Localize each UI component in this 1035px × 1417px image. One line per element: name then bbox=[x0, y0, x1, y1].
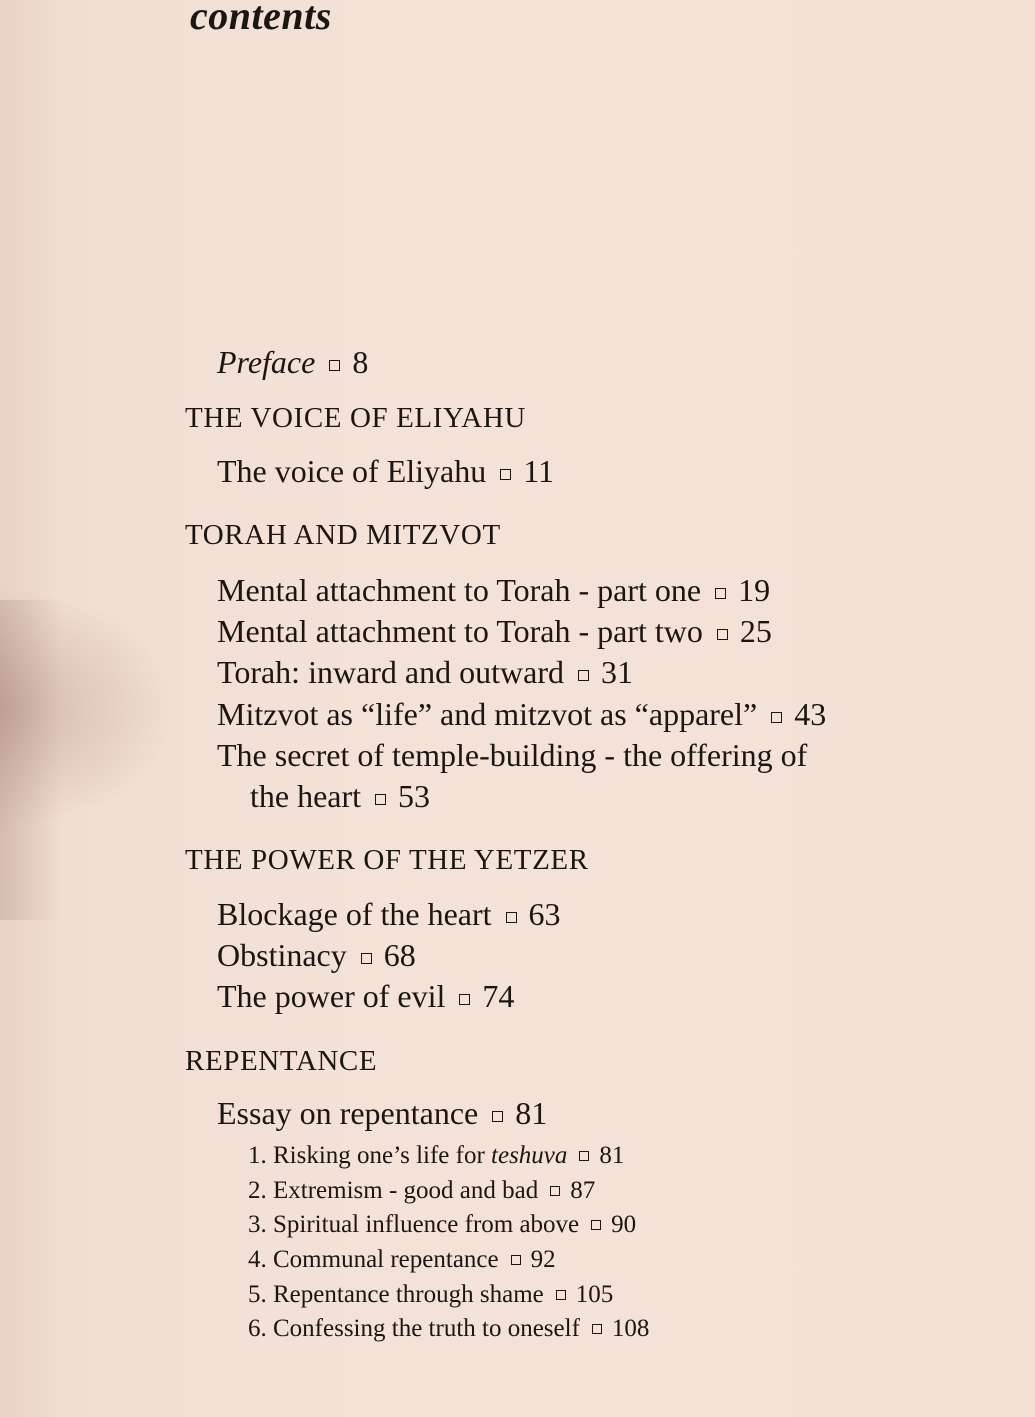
entry-page: 81 bbox=[515, 1095, 548, 1131]
entry-page: 63 bbox=[528, 896, 561, 932]
toc-subentry bbox=[248, 1143, 624, 1168]
toc-subentry bbox=[248, 1247, 556, 1272]
entry-page: 68 bbox=[383, 937, 416, 973]
toc-subentry bbox=[248, 1212, 636, 1237]
toc-entry bbox=[217, 455, 554, 487]
section-heading: THE POWER OF THE YETZER bbox=[185, 844, 589, 876]
section-heading: TORAH AND MITZVOT bbox=[185, 519, 501, 551]
entry-title: Mental attachment to Torah - part one bbox=[217, 572, 702, 608]
entry-page: 31 bbox=[600, 654, 633, 690]
subentry-number: 6. bbox=[248, 1315, 267, 1342]
toc-subentry bbox=[248, 1178, 595, 1203]
toc-entry bbox=[217, 656, 633, 688]
entry-page: 87 bbox=[570, 1177, 596, 1204]
entry-title-italic: teshuva bbox=[491, 1142, 568, 1169]
separator-square-icon bbox=[591, 1220, 601, 1230]
entry-title: the heart bbox=[250, 778, 362, 814]
separator-square-icon bbox=[375, 794, 386, 805]
entry-page: 108 bbox=[611, 1315, 650, 1342]
toc-entry bbox=[217, 739, 807, 771]
entry-title: Mental attachment to Torah - part two bbox=[217, 613, 703, 649]
toc-entry bbox=[217, 615, 772, 647]
entry-title: Preface bbox=[217, 344, 316, 380]
entry-page: 8 bbox=[352, 344, 369, 380]
separator-square-icon bbox=[592, 1324, 602, 1334]
toc-subentry bbox=[248, 1316, 649, 1341]
entry-title: The power of evil bbox=[217, 978, 446, 1014]
entry-title: The voice of Eliyahu bbox=[217, 453, 487, 489]
toc-entry bbox=[217, 574, 770, 606]
entry-title: Obstinacy bbox=[217, 937, 347, 973]
toc-entry-continuation bbox=[250, 780, 430, 812]
separator-square-icon bbox=[361, 953, 372, 964]
separator-square-icon bbox=[459, 994, 470, 1005]
page-title: contents bbox=[190, 0, 332, 38]
toc-entry bbox=[217, 980, 514, 1012]
entry-page: 11 bbox=[523, 453, 555, 489]
separator-square-icon bbox=[717, 629, 728, 640]
subentry-number: 3. bbox=[248, 1211, 267, 1238]
entry-page: 25 bbox=[739, 613, 772, 649]
subentry-number: 2. bbox=[248, 1177, 267, 1204]
separator-square-icon bbox=[500, 469, 511, 480]
entry-title: Risking one’s life for bbox=[273, 1142, 485, 1169]
separator-square-icon bbox=[579, 1151, 589, 1161]
entry-title: Spiritual influence from above bbox=[273, 1211, 580, 1238]
separator-square-icon bbox=[511, 1255, 521, 1265]
separator-square-icon bbox=[715, 588, 726, 599]
subentry-number: 1. bbox=[248, 1142, 267, 1169]
section-heading: REPENTANCE bbox=[185, 1045, 378, 1077]
entry-title: Confessing the truth to oneself bbox=[273, 1315, 580, 1342]
entry-title: Extremism - good and bad bbox=[273, 1177, 539, 1204]
separator-square-icon bbox=[771, 712, 782, 723]
separator-square-icon bbox=[550, 1186, 560, 1196]
toc-entry bbox=[217, 698, 826, 730]
entry-title: Mitzvot as “life” and mitzvot as “apparel” bbox=[217, 696, 758, 732]
toc-entry-preface bbox=[217, 346, 368, 378]
entry-title: Essay on repentance bbox=[217, 1095, 479, 1131]
page-fold-shadow bbox=[0, 600, 60, 920]
subentry-number: 5. bbox=[248, 1281, 267, 1308]
entry-page: 43 bbox=[794, 696, 827, 732]
separator-square-icon bbox=[578, 670, 589, 681]
toc-entry bbox=[217, 1097, 547, 1129]
entry-title: The secret of temple-building - the offering of bbox=[217, 737, 808, 773]
entry-title: Torah: inward and outward bbox=[217, 654, 564, 690]
entry-page: 105 bbox=[575, 1281, 614, 1308]
entry-page: 92 bbox=[530, 1246, 556, 1273]
toc-entry bbox=[217, 939, 416, 971]
entry-page: 90 bbox=[611, 1211, 637, 1238]
section-heading: THE VOICE OF ELIYAHU bbox=[185, 402, 526, 434]
entry-title: Repentance through shame bbox=[273, 1281, 544, 1308]
entry-page: 53 bbox=[398, 778, 431, 814]
separator-square-icon bbox=[506, 912, 517, 923]
toc-entry bbox=[217, 898, 561, 930]
toc-subentry bbox=[248, 1282, 613, 1307]
separator-square-icon bbox=[492, 1111, 503, 1122]
separator-square-icon bbox=[329, 360, 340, 371]
entry-title: Blockage of the heart bbox=[217, 896, 492, 932]
entry-page: 81 bbox=[599, 1142, 625, 1169]
entry-page: 19 bbox=[738, 572, 771, 608]
entry-page: 74 bbox=[482, 978, 515, 1014]
separator-square-icon bbox=[556, 1290, 566, 1300]
entry-title: Communal repentance bbox=[273, 1246, 499, 1273]
subentry-number: 4. bbox=[248, 1246, 267, 1273]
